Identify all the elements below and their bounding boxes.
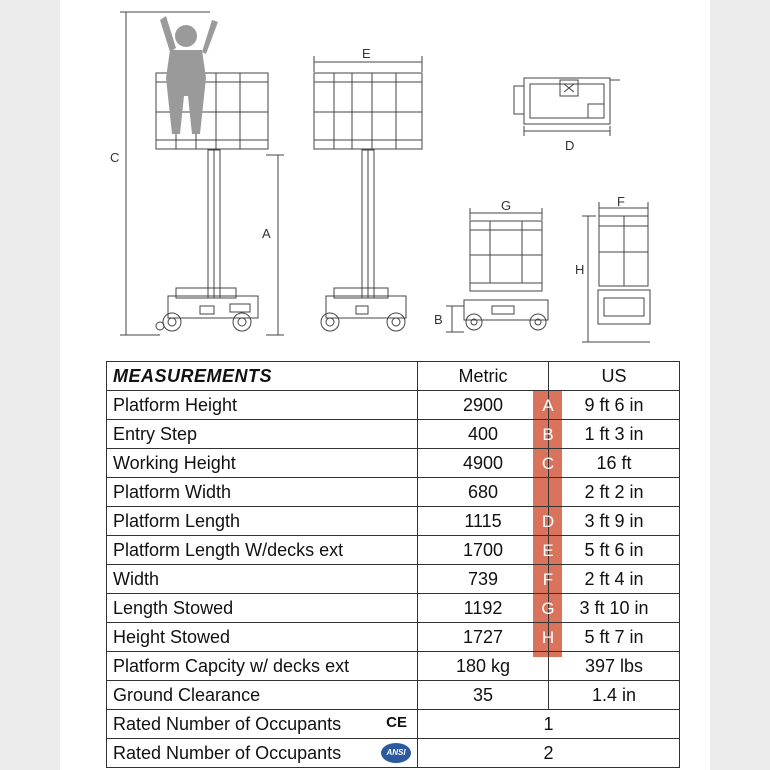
table-row	[107, 507, 680, 536]
row-label: Ground Clearance	[107, 681, 418, 710]
table-row	[107, 623, 680, 652]
row-metric-value: 2900 A	[418, 391, 549, 420]
measurements-table	[106, 361, 680, 768]
row-metric-value: 739 F	[418, 565, 549, 594]
row-dimension-letter: B	[542, 425, 554, 444]
dim-label-g: G	[501, 198, 512, 213]
drawing-top-view	[514, 78, 620, 136]
dim-label-c: C	[110, 150, 120, 165]
row-metric-value: 180 kg	[418, 652, 549, 681]
row-label: Working Height	[107, 449, 418, 478]
table-row	[107, 565, 680, 594]
table-row	[107, 420, 680, 449]
row-us-value: 397 lbs	[549, 652, 680, 681]
row-label: Platform Length	[107, 507, 418, 536]
row-us-value: 2 ft 4 in	[549, 565, 680, 594]
occupants-row	[107, 739, 680, 768]
row-metric-value: 1192 G	[418, 594, 549, 623]
row-us-value: 5 ft 7 in	[549, 623, 680, 652]
table-row	[107, 536, 680, 565]
row-label: Platform Height	[107, 391, 418, 420]
occupants-value: 2	[418, 739, 680, 768]
ansi-logo-icon: ANSI	[381, 743, 411, 763]
row-label: Width	[107, 565, 418, 594]
row-dimension-letter: F	[542, 570, 554, 589]
row-dimension-letter	[534, 652, 562, 680]
table-row	[107, 652, 680, 681]
row-label: Entry Step	[107, 420, 418, 449]
row-metric-value: 1700 E	[418, 536, 549, 565]
table-header-row	[107, 362, 680, 391]
dim-label-d: D	[565, 138, 575, 153]
dim-label-h: H	[575, 262, 585, 277]
drawing-end-view-stowed	[446, 208, 548, 332]
table-title: MEASUREMENTS	[107, 362, 418, 391]
dim-label-e: E	[362, 46, 371, 61]
row-dimension-letter: H	[541, 628, 555, 647]
table-row	[107, 449, 680, 478]
table-row	[107, 391, 680, 420]
metric-header: Metric	[418, 362, 549, 391]
row-us-value: 16 ft	[549, 449, 680, 478]
table-row	[107, 478, 680, 507]
row-label: Rated Number of Occupants ANSI	[107, 739, 418, 768]
row-us-value: 9 ft 6 in	[549, 391, 680, 420]
ce-mark-icon: CE	[386, 713, 407, 731]
row-metric-value: 1115 D	[418, 507, 549, 536]
us-header: US	[549, 362, 680, 391]
row-label: Platform Length W/decks ext	[107, 536, 418, 565]
row-metric-value: 4900 C	[418, 449, 549, 478]
drawing-side-decks-extended	[314, 56, 422, 331]
row-metric-value: 400 B	[418, 420, 549, 449]
row-dimension-letter: A	[542, 396, 554, 415]
row-dimension-letter	[534, 478, 562, 506]
row-label: Platform Capcity w/ decks ext	[107, 652, 418, 681]
row-dimension-letter	[534, 681, 562, 709]
occupants-row	[107, 710, 680, 739]
dim-label-f: F	[617, 194, 625, 209]
operator-figure	[160, 16, 218, 134]
row-us-value: 1 ft 3 in	[549, 420, 680, 449]
dim-label-a: A	[262, 226, 271, 241]
row-us-value: 2 ft 2 in	[549, 478, 680, 507]
row-metric-value: 680	[418, 478, 549, 507]
row-label: Height Stowed	[107, 623, 418, 652]
drawing-front-stowed	[582, 202, 650, 342]
row-dimension-letter: E	[542, 541, 554, 560]
row-label: Length Stowed	[107, 594, 418, 623]
row-metric-value: 1727 H	[418, 623, 549, 652]
row-dimension-letter: D	[541, 512, 555, 531]
row-us-value: 5 ft 6 in	[549, 536, 680, 565]
dim-label-b: B	[434, 312, 443, 327]
row-label: Rated Number of Occupants CE	[107, 710, 418, 739]
occupants-value: 1	[418, 710, 680, 739]
lift-drawings	[0, 0, 770, 360]
table-row	[107, 681, 680, 710]
row-us-value: 1.4 in	[549, 681, 680, 710]
row-us-value: 3 ft 10 in	[549, 594, 680, 623]
row-us-value: 3 ft 9 in	[549, 507, 680, 536]
row-dimension-letter: G	[541, 599, 555, 618]
table-row	[107, 594, 680, 623]
row-metric-value: 35	[418, 681, 549, 710]
row-label: Platform Width	[107, 478, 418, 507]
row-dimension-letter: C	[541, 454, 555, 473]
